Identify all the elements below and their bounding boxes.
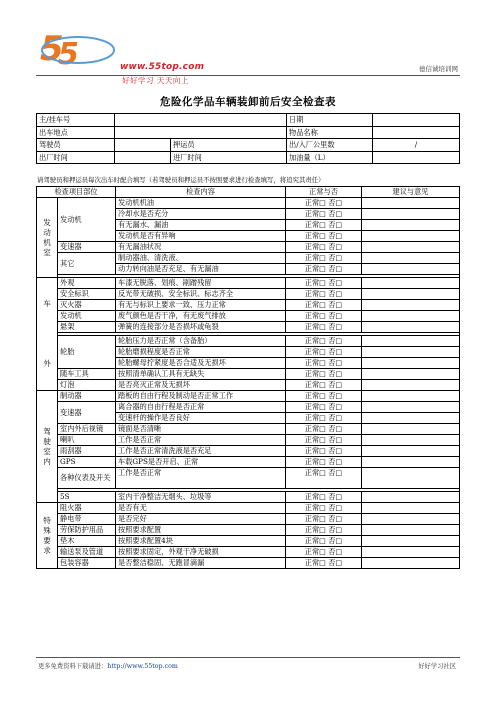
driver-field[interactable]	[115, 139, 171, 152]
table-row	[37, 380, 460, 391]
status-checkbox[interactable]: 正常□ 否□	[286, 300, 362, 311]
status-checkbox[interactable]: 正常□ 否□	[286, 336, 362, 347]
status-checkbox[interactable]: 正常□ 否□	[286, 435, 362, 446]
advice-field[interactable]	[362, 413, 460, 424]
status-checkbox[interactable]: 正常□ 否□	[286, 311, 362, 322]
advice-field[interactable]	[362, 322, 460, 333]
advice-field[interactable]	[362, 242, 460, 253]
advice-field[interactable]	[362, 209, 460, 220]
table-row	[37, 435, 460, 446]
footer-prefix: 更多免费资料下载请进：	[38, 663, 108, 670]
group-cab-interior: 驾 驶 室 内	[37, 391, 58, 503]
advice-field[interactable]	[362, 424, 460, 435]
check-content: 工作是否正常清洗液是否充足	[116, 446, 286, 457]
status-checkbox[interactable]: 正常□ 否□	[286, 289, 362, 300]
advice-field[interactable]	[362, 264, 460, 275]
item-label: 雨刮器	[58, 446, 116, 457]
status-checkbox[interactable]: 正常□ 否□	[286, 446, 362, 457]
advice-field[interactable]	[362, 380, 460, 391]
status-checkbox[interactable]: 正常□ 否□	[286, 264, 362, 275]
col-header-part: 检查项目部位	[37, 187, 116, 198]
table-row	[37, 391, 460, 402]
check-content: 轮胎螺母拧紧度是否合适及无损坏	[116, 358, 286, 369]
advice-field[interactable]	[362, 336, 460, 347]
advice-field[interactable]	[362, 231, 460, 242]
item-label: 随车工具	[58, 369, 116, 380]
status-checkbox[interactable]: 正常□ 否□	[286, 391, 362, 402]
table-row	[37, 536, 460, 547]
vehicle-number-label: 主/挂车号	[37, 114, 115, 127]
table-row	[37, 253, 460, 264]
item-label: 输送泵及管道	[58, 547, 116, 558]
check-content: 有无漏水、漏油	[116, 220, 286, 231]
advice-field[interactable]	[362, 358, 460, 369]
item-label: 室内外后视镜	[58, 424, 116, 435]
footer-link[interactable]: http://www.55top.com	[107, 663, 178, 670]
item-label: 轮胎	[58, 336, 116, 369]
check-content: 反光带无破损、安全标识、标志齐全	[116, 289, 286, 300]
advice-field[interactable]	[362, 198, 460, 209]
check-content: 车载GPS是否开启、正常	[116, 457, 286, 468]
svg-text:5: 5	[40, 29, 64, 69]
status-checkbox[interactable]: 正常□ 否□	[286, 220, 362, 231]
check-content: 是否完好	[116, 514, 286, 525]
col-header-content: 检查内容	[116, 187, 286, 198]
item-label: 安全标识	[58, 289, 116, 300]
table-row	[37, 525, 460, 536]
item-label: 灭火器	[58, 300, 116, 311]
footer-community: 好好学习社区	[418, 663, 456, 670]
status-checkbox[interactable]: 正常□ 否□	[286, 536, 362, 547]
check-content: 是否亮灭正常及无损坏	[116, 380, 286, 391]
status-checkbox[interactable]: 正常□ 否□	[286, 424, 362, 435]
item-label: 制动器	[58, 391, 116, 402]
item-label: GPS	[58, 457, 116, 468]
header-org-name: 德信诚培训网	[419, 65, 458, 73]
fuel-label: 加油量（L）	[287, 151, 373, 164]
advice-field[interactable]	[362, 536, 460, 547]
check-content: 按照清单确认工具有无缺失	[116, 369, 286, 380]
status-checkbox[interactable]: 正常□ 否□	[286, 231, 362, 242]
table-row	[37, 402, 460, 413]
advice-field[interactable]	[362, 220, 460, 231]
footer-download-note	[38, 661, 178, 670]
group-special-requirements: 特 殊 要 求	[37, 503, 58, 569]
advice-field[interactable]	[362, 468, 460, 489]
advice-field[interactable]	[362, 369, 460, 380]
departure-label: 出车地点	[37, 126, 115, 139]
item-label: 5S	[58, 492, 116, 503]
logo-slogan: 好好学习 天天向上	[122, 76, 189, 85]
out-time-field[interactable]	[115, 151, 171, 164]
item-label: 其它	[58, 253, 116, 275]
status-checkbox[interactable]: 正常□ 否□	[286, 358, 362, 369]
table-row	[37, 514, 460, 525]
status-checkbox[interactable]: 正常□ 否□	[286, 198, 362, 209]
date-field[interactable]	[373, 114, 460, 127]
check-content: 按照要求配置	[116, 525, 286, 536]
check-content: 有无漏油状况	[116, 242, 286, 253]
status-checkbox[interactable]: 正常□ 否□	[286, 503, 362, 514]
table-row	[37, 311, 460, 322]
status-checkbox[interactable]: 正常□ 否□	[286, 278, 362, 289]
table-row	[37, 547, 460, 558]
check-content: 工作是否正常	[116, 468, 286, 489]
col-header-advice: 建议与意见	[362, 187, 460, 198]
status-checkbox[interactable]: 正常□ 否□	[286, 525, 362, 536]
advice-field[interactable]	[362, 289, 460, 300]
logo	[38, 20, 208, 85]
table-row	[37, 446, 460, 457]
table-row	[37, 198, 460, 209]
check-content: 有无与标识上要求一致、压力正常	[116, 300, 286, 311]
advice-field[interactable]	[362, 347, 460, 358]
status-checkbox[interactable]: 正常□ 否□	[286, 547, 362, 558]
status-checkbox[interactable]: 正常□ 否□	[286, 492, 362, 503]
group-engine-room: 发 动 机 室	[37, 198, 58, 278]
item-label: 外观	[58, 278, 116, 289]
vehicle-info-table	[36, 113, 460, 164]
status-checkbox[interactable]: 正常□ 否□	[286, 514, 362, 525]
check-content: 镜面是否清晰	[116, 424, 286, 435]
advice-field[interactable]	[362, 253, 460, 264]
advice-field[interactable]	[362, 446, 460, 457]
table-row	[37, 468, 460, 489]
advice-field[interactable]	[362, 300, 460, 311]
status-checkbox[interactable]: 正常□ 否□	[286, 347, 362, 358]
group-vehicle-exterior: 车 外	[37, 278, 58, 391]
km-label: 出/入厂公里数	[287, 139, 373, 152]
footer-divider	[36, 657, 460, 658]
check-content: 废气颜色是否干净，有无废气排放	[116, 311, 286, 322]
check-content: 动力转向油是否充足、有无漏油	[116, 264, 286, 275]
logo-url: www.55top.com	[120, 62, 205, 72]
item-label: 变速器	[58, 402, 116, 424]
table-row	[37, 503, 460, 514]
svg-text:5: 5	[58, 37, 79, 70]
table-row	[37, 242, 460, 253]
table-row	[37, 457, 460, 468]
status-checkbox[interactable]: 正常□ 否□	[286, 322, 362, 333]
table-row	[37, 424, 460, 435]
check-content: 变速杆的操作是否良好	[116, 413, 286, 424]
status-checkbox[interactable]: 正常□ 否□	[286, 558, 362, 569]
status-checkbox[interactable]: 正常□ 否□	[286, 457, 362, 468]
checklist-table	[36, 186, 460, 569]
advice-field[interactable]	[362, 278, 460, 289]
check-content: 按照要求固定，外观干净无破损	[116, 547, 286, 558]
driver-label: 驾驶员	[37, 139, 115, 152]
table-row	[37, 322, 460, 333]
check-content: 按照要求配置4块	[116, 536, 286, 547]
check-content: 是否有无	[116, 503, 286, 514]
check-content: 是否整洁稳固、无跑冒滴漏	[116, 558, 286, 569]
item-label: 变速器	[58, 242, 116, 253]
instruction-note: 请驾驶员和押运员每次出车时配合填写（若驾驶员和押运员不按照要求进行检查填写，将追究其责任）	[37, 176, 325, 184]
header-divider	[36, 75, 460, 76]
date-label: 日期	[287, 114, 373, 127]
km-field[interactable]: /	[373, 139, 460, 152]
advice-field[interactable]	[362, 558, 460, 569]
status-checkbox[interactable]: 正常□ 否□	[286, 242, 362, 253]
check-content: 弹簧的连接部分是否损坏或龟裂	[116, 322, 286, 333]
item-label: 发动机	[58, 198, 116, 242]
advice-field[interactable]	[362, 547, 460, 558]
vehicle-number-field[interactable]	[115, 114, 287, 127]
check-content: 工作是否正常	[116, 435, 286, 446]
item-label: 静电带	[58, 514, 116, 525]
table-row	[37, 558, 460, 569]
check-content: 冷却水是否充分	[116, 209, 286, 220]
check-content: 制动器油、清洗液、	[116, 253, 286, 264]
table-row	[37, 492, 460, 503]
fuel-field[interactable]	[373, 151, 460, 164]
item-label: 包装容器	[58, 558, 116, 569]
item-label: 阻火器	[58, 503, 116, 514]
goods-label: 物品名称	[287, 126, 373, 139]
advice-field[interactable]	[362, 435, 460, 446]
advice-field[interactable]	[362, 525, 460, 536]
in-time-label: 进厂时间	[171, 151, 287, 164]
col-header-status: 正常与否	[286, 187, 362, 198]
table-row	[37, 300, 460, 311]
advice-field[interactable]	[362, 514, 460, 525]
status-checkbox[interactable]: 正常□ 否□	[286, 402, 362, 413]
table-row	[37, 278, 460, 289]
escort-label: 押运员	[171, 139, 287, 152]
advice-field[interactable]	[362, 402, 460, 413]
item-label: 垫木	[58, 536, 116, 547]
departure-field[interactable]	[115, 126, 287, 139]
page-title: 危险化学品车辆装卸前后安全检查表	[160, 96, 336, 108]
table-row	[37, 289, 460, 300]
logo-mark-icon	[38, 20, 118, 70]
item-label: 悬架	[58, 322, 116, 333]
table-row	[37, 336, 460, 347]
item-label: 劳保防护用品	[58, 525, 116, 536]
item-label: 各种仪表及开关	[58, 468, 116, 489]
advice-field[interactable]	[362, 311, 460, 322]
goods-field[interactable]	[373, 126, 460, 139]
check-content: 离合器的自由行程是否正常	[116, 402, 286, 413]
status-checkbox[interactable]: 正常□ 否□	[286, 369, 362, 380]
check-content: 发动机机油	[116, 198, 286, 209]
status-checkbox[interactable]: 正常□ 否□	[286, 468, 362, 489]
status-checkbox[interactable]: 正常□ 否□	[286, 413, 362, 424]
check-content: 发动机是否有异响	[116, 231, 286, 242]
table-row	[37, 369, 460, 380]
out-time-label: 出厂时间	[37, 151, 115, 164]
advice-field[interactable]	[362, 492, 460, 503]
check-content: 车漆无脱落、划痕、剐蹭残留	[116, 278, 286, 289]
advice-field[interactable]	[362, 503, 460, 514]
advice-field[interactable]	[362, 391, 460, 402]
item-label: 发动机	[58, 311, 116, 322]
item-label: 喇叭	[58, 435, 116, 446]
item-label: 灯泡	[58, 380, 116, 391]
status-checkbox[interactable]: 正常□ 否□	[286, 380, 362, 391]
status-checkbox[interactable]: 正常□ 否□	[286, 209, 362, 220]
check-content: 踏板的自由行程及制动是否正常工作	[116, 391, 286, 402]
check-content: 室内干净整洁无烟头、垃圾等	[116, 492, 286, 503]
check-content: 轮胎压力是否正常（含备胎）	[116, 336, 286, 347]
status-checkbox[interactable]: 正常□ 否□	[286, 253, 362, 264]
check-content: 轮胎磨损程度是否正常	[116, 347, 286, 358]
advice-field[interactable]	[362, 457, 460, 468]
